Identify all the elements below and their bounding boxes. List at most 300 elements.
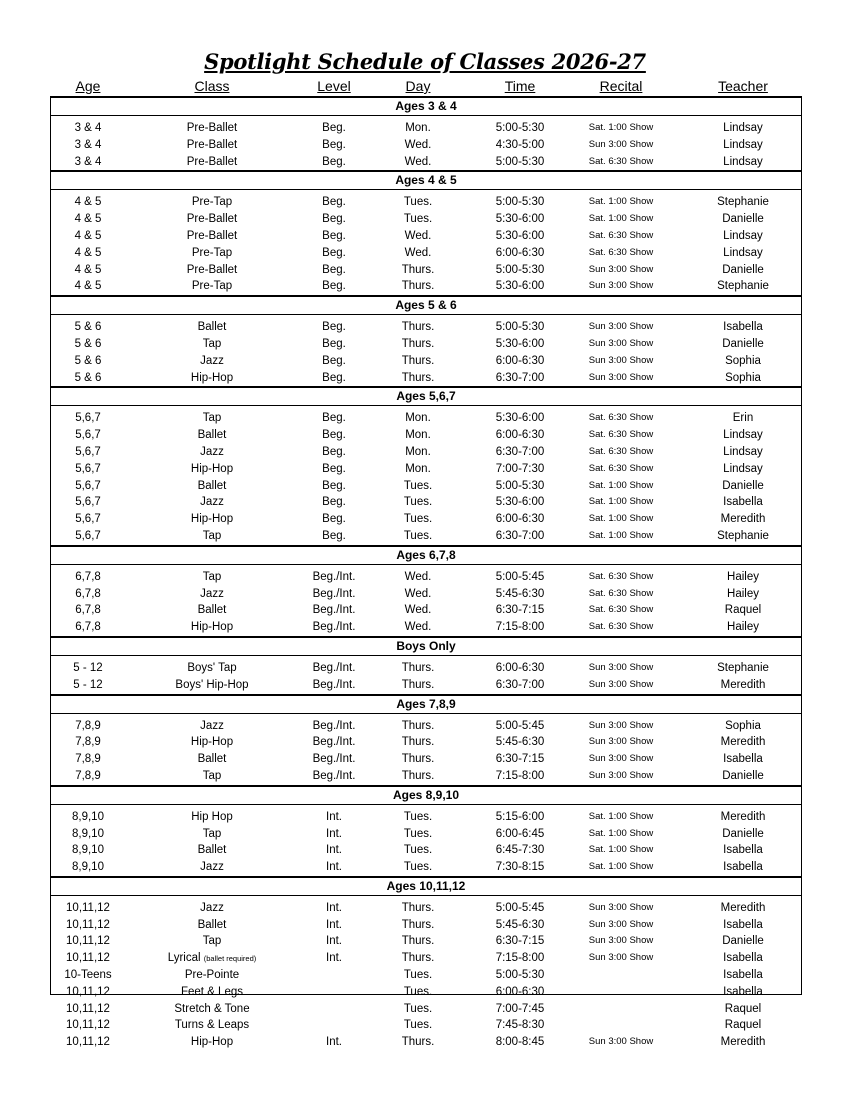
class-name: Stretch & Tone bbox=[174, 1002, 250, 1015]
recital-cell: Sun 3:00 Show bbox=[588, 918, 654, 930]
level-cell: Int. bbox=[326, 1036, 342, 1049]
recital-cell: Sun 3:00 Show bbox=[588, 952, 654, 964]
age-cell: 5,6,7 bbox=[75, 479, 101, 492]
class-cell bbox=[152, 211, 272, 228]
recital-cell: Sun 3:00 Show bbox=[588, 661, 654, 673]
age-group-title: Ages 5 & 6 bbox=[50, 297, 802, 315]
level-cell: Int. bbox=[326, 935, 342, 948]
header-day: Day bbox=[405, 78, 431, 94]
class-cell bbox=[152, 444, 272, 461]
level-cell: Beg. bbox=[322, 412, 346, 425]
time-cell: 7:00-7:30 bbox=[495, 462, 545, 475]
class-row bbox=[50, 677, 802, 694]
class-cell bbox=[152, 194, 272, 211]
day-cell: Thurs. bbox=[401, 678, 435, 691]
day-cell: Tues. bbox=[403, 985, 433, 998]
age-cell: 8,9,10 bbox=[72, 861, 104, 874]
day-cell: Tues. bbox=[403, 861, 433, 874]
header-class: Class bbox=[194, 78, 230, 94]
day-cell: Tues. bbox=[403, 529, 433, 542]
time-cell: 5:00-5:45 bbox=[495, 901, 545, 914]
teacher-cell: Isabella bbox=[723, 861, 763, 874]
class-name: Pre-Tap bbox=[191, 196, 233, 209]
recital-cell: Sat. 1:00 Show bbox=[588, 529, 654, 541]
recital-cell: Sat. 6:30 Show bbox=[588, 587, 654, 599]
level-cell: Beg./Int. bbox=[312, 678, 356, 691]
teacher-cell: Danielle bbox=[722, 263, 764, 276]
teacher-cell: Lindsay bbox=[723, 229, 763, 242]
recital-cell: Sat. 1:00 Show bbox=[588, 479, 654, 491]
age-group-section bbox=[50, 785, 802, 876]
age-cell: 10-Teens bbox=[64, 969, 112, 982]
recital-cell: Sun 3:00 Show bbox=[588, 719, 654, 731]
day-cell: Thurs. bbox=[401, 337, 435, 350]
age-cell: 10,11,12 bbox=[66, 901, 110, 914]
time-cell: 5:45-6:30 bbox=[495, 918, 545, 931]
recital-cell: Sat. 6:30 Show bbox=[588, 570, 654, 582]
age-cell: 4 & 5 bbox=[74, 196, 102, 209]
level-cell: Int. bbox=[326, 918, 342, 931]
class-row bbox=[50, 410, 802, 427]
class-cell bbox=[152, 511, 272, 528]
class-cell bbox=[152, 120, 272, 137]
age-cell: 8,9,10 bbox=[72, 844, 104, 857]
teacher-cell: Stephanie bbox=[717, 196, 769, 209]
level-cell: Beg. bbox=[322, 229, 346, 242]
recital-cell: Sat. 1:00 Show bbox=[588, 513, 654, 525]
class-name: Tap bbox=[202, 935, 222, 948]
day-cell: Thurs. bbox=[401, 935, 435, 948]
page-title: Spotlight Schedule of Classes 2026-27 bbox=[204, 49, 646, 74]
teacher-cell: Stephanie bbox=[717, 280, 769, 293]
class-name: Jazz bbox=[200, 587, 224, 600]
level-cell: Beg. bbox=[322, 429, 346, 442]
level-cell: Beg. bbox=[322, 213, 346, 226]
class-row bbox=[50, 444, 802, 461]
class-row bbox=[50, 154, 802, 171]
teacher-cell: Danielle bbox=[722, 827, 764, 840]
teacher-cell: Isabella bbox=[723, 952, 763, 965]
class-name: Tap bbox=[202, 412, 222, 425]
day-cell: Tues. bbox=[403, 969, 433, 982]
age-group-section bbox=[50, 876, 802, 1051]
teacher-cell: Sophia bbox=[725, 354, 761, 367]
time-cell: 6:30-7:15 bbox=[495, 604, 545, 617]
class-row bbox=[50, 1034, 802, 1051]
time-cell: 6:00-6:30 bbox=[495, 246, 545, 259]
class-cell bbox=[152, 461, 272, 478]
time-cell: 5:30-6:00 bbox=[495, 412, 545, 425]
class-cell bbox=[152, 319, 272, 336]
level-cell: Beg./Int. bbox=[312, 570, 356, 583]
class-row bbox=[50, 619, 802, 636]
class-name: Pre-Ballet bbox=[186, 155, 238, 168]
teacher-cell: Meredith bbox=[720, 810, 766, 823]
time-cell: 8:00-8:45 bbox=[495, 1036, 545, 1049]
recital-cell: Sat. 6:30 Show bbox=[588, 604, 654, 616]
class-cell bbox=[152, 1001, 272, 1018]
time-cell: 7:15-8:00 bbox=[495, 952, 545, 965]
class-row bbox=[50, 734, 802, 751]
level-cell: Beg. bbox=[322, 462, 346, 475]
class-name: Ballet bbox=[197, 844, 227, 857]
class-row bbox=[50, 427, 802, 444]
time-cell: 5:00-5:45 bbox=[495, 570, 545, 583]
age-group-title: Ages 7,8,9 bbox=[50, 696, 802, 714]
day-cell: Tues. bbox=[403, 496, 433, 509]
class-name: Ballet bbox=[197, 479, 227, 492]
class-row bbox=[50, 718, 802, 735]
class-row bbox=[50, 569, 802, 586]
age-cell: 4 & 5 bbox=[74, 246, 102, 259]
class-row bbox=[50, 842, 802, 859]
day-cell: Thurs. bbox=[401, 952, 435, 965]
day-cell: Wed. bbox=[404, 570, 432, 583]
level-cell: Beg. bbox=[322, 513, 346, 526]
class-name: Pre-Ballet bbox=[186, 263, 238, 276]
teacher-cell: Meredith bbox=[720, 1036, 766, 1049]
age-group-title: Ages 8,9,10 bbox=[50, 787, 802, 805]
class-name: Pre-Pointe bbox=[184, 969, 240, 982]
recital-cell: Sun 3:00 Show bbox=[588, 901, 654, 913]
day-cell: Tues. bbox=[403, 196, 433, 209]
time-cell: 5:45-6:30 bbox=[495, 736, 545, 749]
class-cell bbox=[152, 984, 272, 1001]
class-cell bbox=[152, 809, 272, 826]
class-row bbox=[50, 278, 802, 295]
teacher-cell: Meredith bbox=[720, 678, 766, 691]
level-cell: Int. bbox=[326, 901, 342, 914]
day-cell: Thurs. bbox=[401, 263, 435, 276]
age-group-title: Boys Only bbox=[50, 638, 802, 656]
class-row bbox=[50, 967, 802, 984]
day-cell: Thurs. bbox=[401, 354, 435, 367]
level-cell: Int. bbox=[326, 952, 342, 965]
age-cell: 3 & 4 bbox=[74, 155, 102, 168]
class-name: Jazz bbox=[200, 354, 224, 367]
class-cell bbox=[152, 586, 272, 603]
day-cell: Mon. bbox=[405, 462, 431, 475]
level-cell: Int. bbox=[326, 861, 342, 874]
class-name: Tap bbox=[202, 570, 222, 583]
class-cell bbox=[152, 900, 272, 917]
recital-cell: Sun 3:00 Show bbox=[588, 138, 654, 150]
class-row bbox=[50, 602, 802, 619]
recital-cell: Sat. 6:30 Show bbox=[588, 462, 654, 474]
class-row bbox=[50, 336, 802, 353]
age-cell: 5,6,7 bbox=[75, 529, 101, 542]
teacher-cell: Isabella bbox=[723, 985, 763, 998]
day-cell: Tues. bbox=[403, 827, 433, 840]
recital-cell: Sun 3:00 Show bbox=[588, 753, 654, 765]
level-cell: Int. bbox=[326, 827, 342, 840]
day-cell: Thurs. bbox=[401, 918, 435, 931]
class-cell bbox=[152, 734, 272, 751]
class-row bbox=[50, 528, 802, 545]
level-cell: Beg. bbox=[322, 337, 346, 350]
time-cell: 5:00-5:30 bbox=[495, 321, 545, 334]
age-cell: 10,11,12 bbox=[66, 1019, 110, 1032]
day-cell: Wed. bbox=[404, 246, 432, 259]
time-cell: 7:00-7:45 bbox=[495, 1002, 545, 1015]
recital-cell: Sun 3:00 Show bbox=[588, 736, 654, 748]
header-time: Time bbox=[504, 78, 536, 94]
recital-cell: Sun 3:00 Show bbox=[588, 280, 654, 292]
recital-cell: Sun 3:00 Show bbox=[588, 337, 654, 349]
age-group-section bbox=[50, 694, 802, 785]
time-cell: 5:45-6:30 bbox=[495, 587, 545, 600]
time-cell: 6:30-7:15 bbox=[495, 753, 545, 766]
day-cell: Wed. bbox=[404, 621, 432, 634]
level-cell: Beg. bbox=[322, 138, 346, 151]
teacher-cell: Lindsay bbox=[723, 429, 763, 442]
age-cell: 5 & 6 bbox=[74, 337, 102, 350]
day-cell: Thurs. bbox=[401, 321, 435, 334]
class-name: Jazz bbox=[200, 719, 224, 732]
teacher-cell: Sophia bbox=[725, 371, 761, 384]
class-row bbox=[50, 194, 802, 211]
header-teacher: Teacher bbox=[718, 78, 768, 94]
age-cell: 5,6,7 bbox=[75, 412, 101, 425]
day-cell: Tues. bbox=[403, 213, 433, 226]
teacher-cell: Raquel bbox=[724, 1002, 762, 1015]
time-cell: 6:00-6:30 bbox=[495, 985, 545, 998]
recital-cell: Sat. 1:00 Show bbox=[588, 844, 654, 856]
time-cell: 6:30-7:00 bbox=[495, 371, 545, 384]
class-row bbox=[50, 228, 802, 245]
day-cell: Thurs. bbox=[401, 753, 435, 766]
class-cell bbox=[152, 1034, 272, 1051]
age-cell: 7,8,9 bbox=[75, 736, 101, 749]
teacher-cell: Isabella bbox=[723, 844, 763, 857]
class-name: Ballet bbox=[197, 429, 227, 442]
teacher-cell: Meredith bbox=[720, 736, 766, 749]
class-row bbox=[50, 660, 802, 677]
level-cell: Beg./Int. bbox=[312, 719, 356, 732]
class-name: Jazz bbox=[200, 861, 224, 874]
day-cell: Thurs. bbox=[401, 661, 435, 674]
day-cell: Wed. bbox=[404, 229, 432, 242]
class-row bbox=[50, 478, 802, 495]
time-cell: 5:00-5:30 bbox=[495, 155, 545, 168]
class-cell bbox=[152, 718, 272, 735]
age-group-title: Ages 6,7,8 bbox=[50, 547, 802, 565]
level-cell: Beg. bbox=[322, 246, 346, 259]
recital-cell: Sat. 1:00 Show bbox=[588, 196, 654, 208]
time-cell: 5:00-5:30 bbox=[495, 196, 545, 209]
day-cell: Tues. bbox=[403, 810, 433, 823]
class-name: Tap bbox=[202, 529, 222, 542]
header-age: Age bbox=[75, 78, 101, 94]
class-cell bbox=[152, 427, 272, 444]
class-cell bbox=[152, 950, 272, 968]
time-cell: 6:00-6:30 bbox=[495, 429, 545, 442]
time-cell: 6:30-7:00 bbox=[495, 529, 545, 542]
level-cell: Beg. bbox=[322, 196, 346, 209]
age-cell: 3 & 4 bbox=[74, 138, 102, 151]
recital-cell: Sat. 6:30 Show bbox=[588, 246, 654, 258]
age-group-section bbox=[50, 295, 802, 386]
level-cell: Beg./Int. bbox=[312, 753, 356, 766]
teacher-cell: Erin bbox=[732, 412, 754, 425]
class-name: Hip-Hop bbox=[190, 462, 234, 475]
time-cell: 7:30-8:15 bbox=[495, 861, 545, 874]
age-cell: 4 & 5 bbox=[74, 229, 102, 242]
recital-cell: Sat. 1:00 Show bbox=[588, 122, 654, 133]
class-cell bbox=[152, 859, 272, 876]
day-cell: Tues. bbox=[403, 513, 433, 526]
day-cell: Wed. bbox=[404, 155, 432, 168]
age-cell: 6,7,8 bbox=[75, 570, 101, 583]
recital-cell: Sat. 6:30 Show bbox=[588, 429, 654, 441]
age-group-section bbox=[50, 386, 802, 544]
day-cell: Mon. bbox=[405, 122, 431, 134]
class-row bbox=[50, 900, 802, 917]
class-cell bbox=[152, 494, 272, 511]
level-cell: Beg./Int. bbox=[312, 661, 356, 674]
age-cell: 5 - 12 bbox=[73, 661, 103, 674]
age-cell: 5,6,7 bbox=[75, 496, 101, 509]
day-cell: Mon. bbox=[405, 429, 431, 442]
class-name: Jazz bbox=[200, 496, 224, 509]
age-cell: 4 & 5 bbox=[74, 280, 102, 293]
level-cell: Beg. bbox=[322, 155, 346, 168]
age-group-title: Ages 4 & 5 bbox=[50, 172, 802, 190]
time-cell: 7:15-8:00 bbox=[495, 769, 545, 782]
class-name: Pre-Ballet bbox=[186, 138, 238, 151]
class-name: Turns & Leaps bbox=[174, 1019, 250, 1032]
day-cell: Tues. bbox=[403, 1002, 433, 1015]
time-cell: 5:30-6:00 bbox=[495, 337, 545, 350]
level-cell: Beg. bbox=[322, 371, 346, 384]
class-row bbox=[50, 917, 802, 934]
time-cell: 6:00-6:30 bbox=[495, 354, 545, 367]
age-cell: 5,6,7 bbox=[75, 513, 101, 526]
class-row bbox=[50, 211, 802, 228]
recital-cell: Sat. 6:30 Show bbox=[588, 412, 654, 424]
teacher-cell: Lindsay bbox=[723, 445, 763, 458]
day-cell: Wed. bbox=[404, 138, 432, 151]
day-cell: Thurs. bbox=[401, 1036, 435, 1049]
day-cell: Wed. bbox=[404, 587, 432, 600]
age-cell: 5,6,7 bbox=[75, 445, 101, 458]
age-cell: 6,7,8 bbox=[75, 604, 101, 617]
time-cell: 4:30-5:00 bbox=[495, 138, 545, 151]
teacher-cell: Danielle bbox=[722, 337, 764, 350]
recital-cell: Sun 3:00 Show bbox=[588, 1036, 654, 1048]
class-cell bbox=[152, 1017, 272, 1034]
class-name: Tap bbox=[202, 827, 222, 840]
header-level: Level bbox=[317, 78, 351, 94]
class-name: Jazz bbox=[200, 445, 224, 458]
age-cell: 5 - 12 bbox=[73, 678, 103, 691]
age-cell: 6,7,8 bbox=[75, 621, 101, 634]
day-cell: Thurs. bbox=[401, 769, 435, 782]
time-cell: 6:00-6:45 bbox=[495, 827, 545, 840]
class-cell bbox=[152, 619, 272, 636]
day-cell: Thurs. bbox=[401, 736, 435, 749]
class-row bbox=[50, 768, 802, 785]
class-name: Hip-Hop bbox=[190, 621, 234, 634]
level-cell: Int. bbox=[326, 810, 342, 823]
day-cell: Thurs. bbox=[401, 719, 435, 732]
level-cell: Beg. bbox=[322, 354, 346, 367]
class-name: Boys' Hip-Hop bbox=[175, 678, 249, 691]
recital-cell: Sat. 6:30 Show bbox=[588, 621, 654, 633]
age-group-title: Ages 3 & 4 bbox=[50, 98, 802, 116]
class-cell bbox=[152, 602, 272, 619]
class-cell bbox=[152, 137, 272, 154]
day-cell: Tues. bbox=[403, 844, 433, 857]
class-cell bbox=[152, 278, 272, 295]
class-cell bbox=[152, 660, 272, 677]
class-name: Hip Hop bbox=[191, 810, 233, 823]
day-cell: Thurs. bbox=[401, 280, 435, 293]
class-name: Pre-Ballet bbox=[186, 229, 238, 242]
time-cell: 6:30-7:15 bbox=[495, 935, 545, 948]
age-cell: 10,11,12 bbox=[66, 985, 110, 998]
recital-cell: Sat. 6:30 Show bbox=[588, 155, 654, 167]
class-name: Ballet bbox=[197, 918, 227, 931]
time-cell: 5:00-5:30 bbox=[495, 263, 545, 276]
time-cell: 6:00-6:30 bbox=[495, 513, 545, 526]
class-row bbox=[50, 586, 802, 603]
age-cell: 6,7,8 bbox=[75, 587, 101, 600]
level-cell: Beg./Int. bbox=[312, 587, 356, 600]
time-cell: 5:00-5:30 bbox=[495, 969, 545, 982]
recital-cell: Sun 3:00 Show bbox=[588, 769, 654, 781]
teacher-cell: Hailey bbox=[727, 621, 759, 634]
class-cell bbox=[152, 262, 272, 279]
class-note: (ballet required) bbox=[203, 954, 257, 964]
day-cell: Tues. bbox=[403, 1019, 433, 1032]
class-row bbox=[50, 370, 802, 387]
teacher-cell: Isabella bbox=[723, 918, 763, 931]
class-cell bbox=[152, 768, 272, 785]
teacher-cell: Isabella bbox=[723, 753, 763, 766]
time-cell: 5:00-5:45 bbox=[495, 719, 545, 732]
time-cell: 6:30-7:00 bbox=[495, 678, 545, 691]
recital-cell: Sat. 1:00 Show bbox=[588, 810, 654, 822]
class-cell bbox=[152, 353, 272, 370]
day-cell: Thurs. bbox=[401, 371, 435, 384]
age-cell: 8,9,10 bbox=[72, 810, 104, 823]
time-cell: 5:00-5:30 bbox=[495, 479, 545, 492]
level-cell: Beg. bbox=[322, 529, 346, 542]
class-row bbox=[50, 461, 802, 478]
header-recital: Recital bbox=[599, 78, 643, 94]
class-name: Boys' Tap bbox=[187, 661, 237, 674]
class-row bbox=[50, 262, 802, 279]
schedule-table bbox=[50, 96, 802, 1051]
recital-cell: Sat. 1:00 Show bbox=[588, 213, 654, 225]
age-cell: 7,8,9 bbox=[75, 753, 101, 766]
age-group-section bbox=[50, 636, 802, 694]
class-row bbox=[50, 933, 802, 950]
day-cell: Thurs. bbox=[401, 901, 435, 914]
class-row bbox=[50, 511, 802, 528]
teacher-cell: Isabella bbox=[723, 969, 763, 982]
teacher-cell: Lindsay bbox=[723, 462, 763, 475]
class-name: Ballet bbox=[197, 753, 227, 766]
level-cell: Beg. bbox=[322, 263, 346, 276]
class-name: Tap bbox=[202, 337, 222, 350]
class-row bbox=[50, 245, 802, 262]
age-cell: 10,11,12 bbox=[66, 1036, 110, 1049]
class-row bbox=[50, 1017, 802, 1034]
class-name: Ballet bbox=[197, 321, 227, 334]
level-cell: Beg./Int. bbox=[312, 604, 356, 617]
